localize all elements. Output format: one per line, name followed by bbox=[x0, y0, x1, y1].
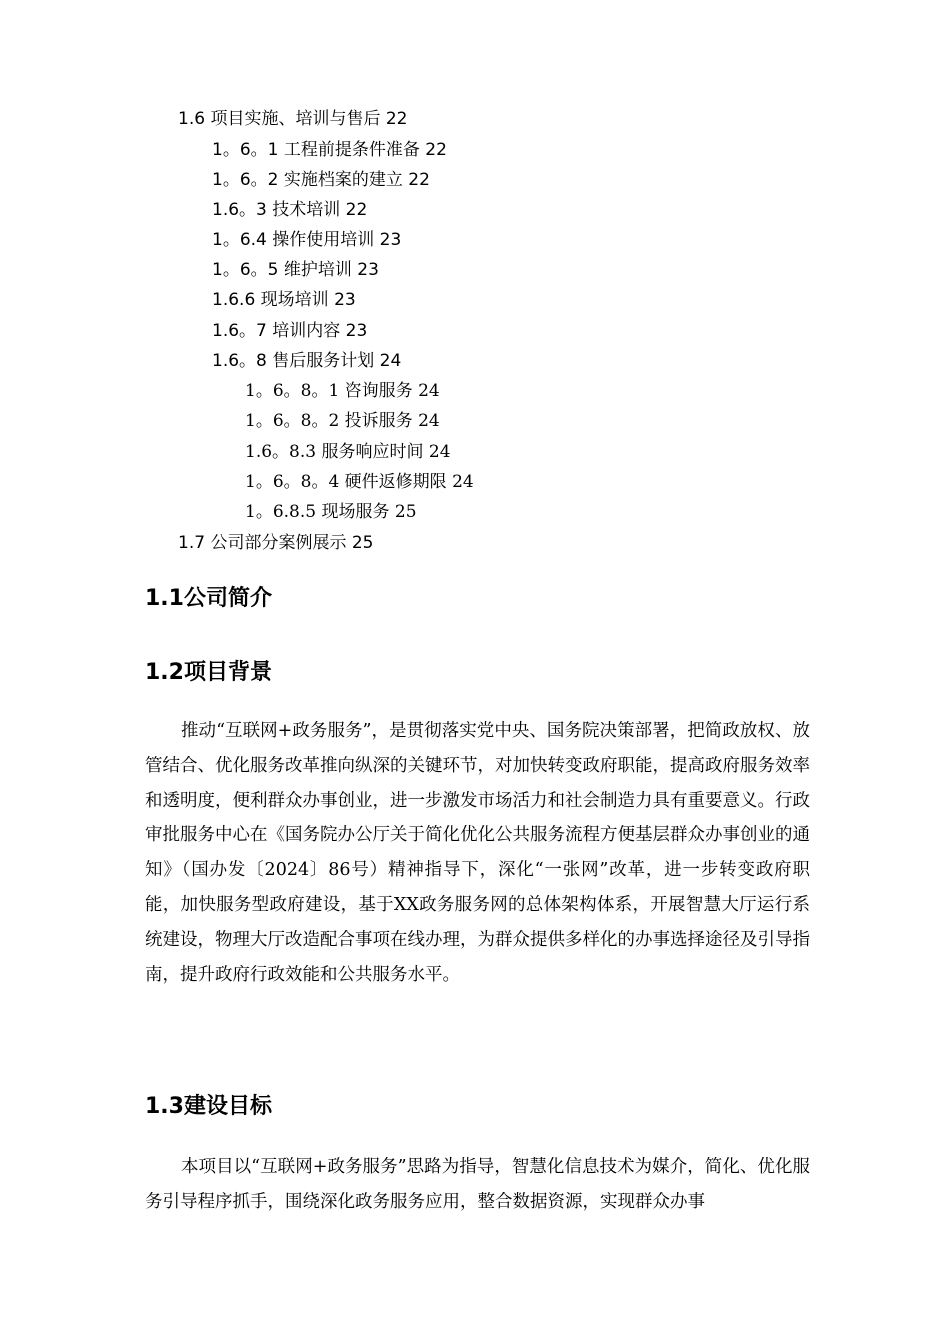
toc-entry[interactable]: 1.6 项目实施、培训与售后 22 bbox=[178, 109, 408, 129]
section-heading-construction-goals: 1.3建设目标 bbox=[145, 1094, 272, 1119]
section-paragraph-project-background: 推动“互联网+政务服务”，是贯彻落实党中央、国务院决策部署，把简政放权、放管结合、优化服务改革推向纵深的关键环节，对加快转变政府职能，提高政府服务效率和透明度，便利群众办事创业，进一步激发市场活力和社会制造力具有重要意义。行政审批服务中心在《国务院办公厅关于简化优化公共服务流程方便基层群众办事创业的通知》（国办发〔2024〕86号）精神指导下，深化“一张网”改革，进一步转变政府职能，加快服务型政府建设，基于XX政务服务网的总体架构体系，开展智慧大厅运行系统建设，物理大厅改造配合事项在线办理，为群众提供多样化的办事选择途径及引导指南，提升政府行政效能和公共服务水平。 bbox=[145, 721, 810, 985]
section-paragraph-construction-goals: 本项目以“互联网+政务服务”思路为指导，智慧化信息技术为媒介，简化、优化服务引导程序抓手，围绕深化政务服务应用，整合数据资源，实现群众办事 bbox=[145, 1157, 810, 1212]
toc-entry[interactable]: 1.6。8.3 服务响应时间 24 bbox=[245, 442, 451, 462]
toc-entry[interactable]: 1.6。3 技术培训 22 bbox=[212, 200, 368, 220]
section-heading-project-background: 1.2项目背景 bbox=[145, 660, 272, 685]
toc-entry[interactable]: 1。6.4 操作使用培训 23 bbox=[212, 230, 402, 250]
section-heading-company-intro: 1.1公司简介 bbox=[145, 586, 272, 611]
toc-entry[interactable]: 1。6。8。1 咨询服务 24 bbox=[245, 381, 440, 401]
toc-entry[interactable]: 1。6。5 维护培训 23 bbox=[212, 260, 379, 280]
toc-entry[interactable]: 1.6。8 售后服务计划 24 bbox=[212, 351, 402, 371]
toc-entry[interactable]: 1.6.6 现场培训 23 bbox=[212, 290, 356, 310]
toc-entry[interactable]: 1.7 公司部分案例展示 25 bbox=[178, 533, 374, 553]
toc-entry[interactable]: 1。6。1 工程前提条件准备 22 bbox=[212, 140, 447, 160]
toc-entry[interactable]: 1。6。8。2 投诉服务 24 bbox=[245, 411, 440, 431]
toc-entry[interactable]: 1。6。2 实施档案的建立 22 bbox=[212, 170, 430, 190]
toc-entry[interactable]: 1。6。8。4 硬件返修期限 24 bbox=[245, 472, 474, 492]
toc-entry[interactable]: 1.6。7 培训内容 23 bbox=[212, 321, 368, 341]
toc-entry[interactable]: 1。6.8.5 现场服务 25 bbox=[245, 502, 417, 522]
